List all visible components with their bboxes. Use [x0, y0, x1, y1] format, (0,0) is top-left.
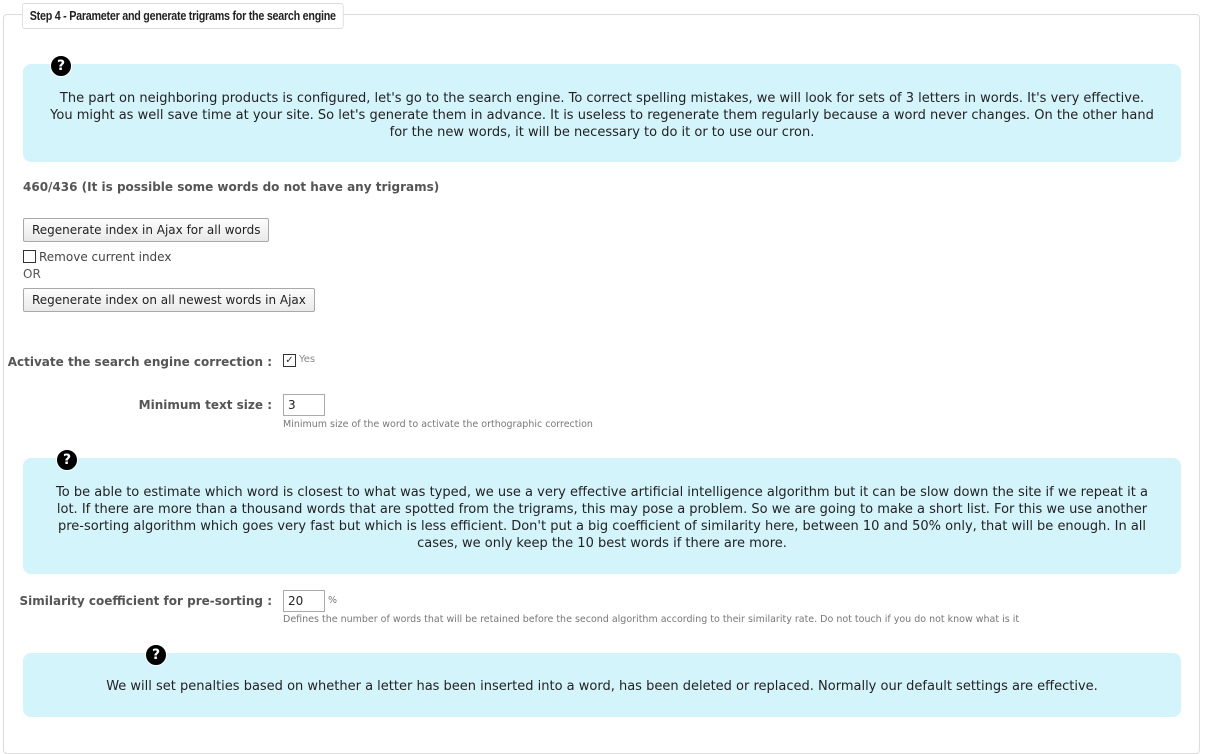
info-text-similarity: To be able to estimate which word is closest to what was typed, we use a very effective artificial intelligence algorithm but it can be slow down the site if we repeat it a lot. If there are more than a thousand words that are spotted from the trigrams, this may pose a problem. So we are going to make a short list. For this we use another pre-sorting algorithm which goes very fast but which is less efficient. Don't put a big coefficient of similarity here, between 10 and 50% only, that will be enough. In all cases, we only keep the 10 best words if there are more.	[56, 485, 1148, 551]
trigram-count: 460/436 (It is possible some words do not have any trigrams)	[23, 180, 440, 194]
help-icon[interactable]: ?	[145, 644, 167, 666]
regenerate-newest-button[interactable]: Regenerate index on all newest words in Ajax	[23, 288, 315, 312]
activate-correction-checkbox[interactable]: ✓	[283, 354, 296, 367]
activate-correction-value: Yes	[299, 354, 316, 365]
similarity-hint: Defines the number of words that will be retained before the second algorithm according to their similarity rate. Do not touch if you do not know what is it	[283, 614, 1020, 625]
remove-index-label: Remove current index	[39, 250, 172, 264]
step-title: Step 4 - Parameter and generate trigrams for the search engine	[22, 3, 344, 29]
min-text-size-input[interactable]	[283, 394, 325, 416]
regenerate-all-button[interactable]: Regenerate index in Ajax for all words	[23, 218, 269, 242]
min-text-size-hint: Minimum size of the word to activate the orthographic correction	[283, 419, 593, 430]
similarity-unit: %	[328, 595, 338, 606]
info-text-penalties: We will set penalties based on whether a letter has been inserted into a word, has been deleted or replaced. Normally our default settings are effective.	[106, 679, 1098, 694]
help-icon[interactable]: ?	[56, 449, 78, 471]
remove-index-checkbox[interactable]	[23, 250, 36, 263]
similarity-label: Similarity coefficient for pre-sorting :	[19, 594, 272, 608]
info-box-trigrams	[23, 64, 1181, 162]
remove-index-row[interactable]	[23, 250, 171, 264]
similarity-input[interactable]	[283, 590, 325, 612]
or-label: OR	[23, 267, 41, 281]
help-icon[interactable]: ?	[50, 55, 72, 77]
info-text-trigrams: The part on neighboring products is configured, let's go to the search engine. To correct spelling mistakes, we will look for sets of 3 letters in words. It's very effective. You might as well save time at your site. So let's generate them in advance. It is useless to regenerate them regularly because a word never changes. On the other hand for the new words, it will be necessary to do it or to use our cron.	[50, 91, 1154, 140]
min-text-size-label: Minimum text size :	[138, 398, 272, 412]
info-box-similarity	[23, 458, 1181, 574]
activate-correction-label: Activate the search engine correction :	[7, 355, 272, 369]
info-box-penalties	[23, 653, 1181, 717]
